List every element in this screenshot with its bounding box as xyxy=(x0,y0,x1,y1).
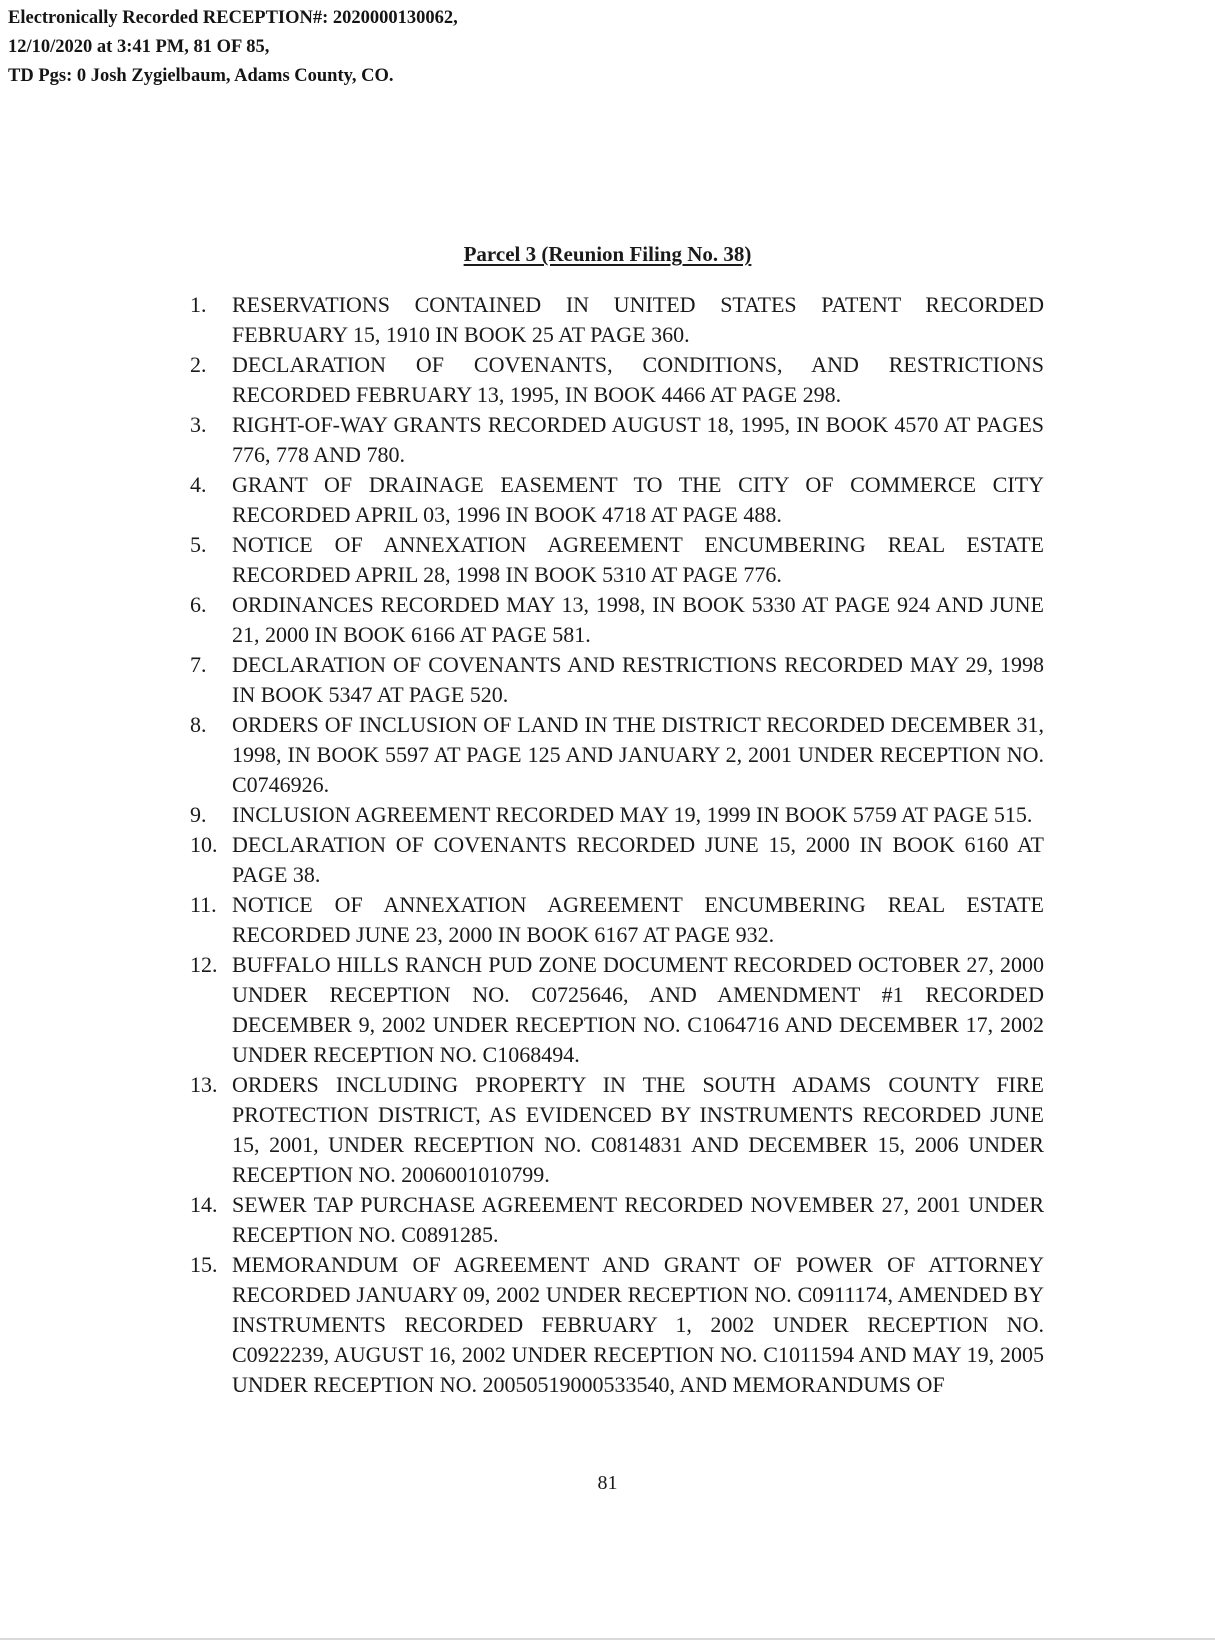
list-item xyxy=(190,890,1044,950)
list-item xyxy=(190,290,1044,350)
item-text: NOTICE OF ANNEXATION AGREEMENT ENCUMBERING REAL ESTATE RECORDED APRIL 28, 1998 IN BOOK 5310 AT PAGE 776. xyxy=(232,532,1044,587)
page-number: 81 xyxy=(597,1472,618,1494)
list-item xyxy=(190,1190,1044,1250)
item-text: GRANT OF DRAINAGE EASEMENT TO THE CITY OF COMMERCE CITY RECORDED APRIL 03, 1996 IN BOOK 4718 AT PAGE 488. xyxy=(232,472,1044,527)
list-item xyxy=(190,830,1044,890)
list-item xyxy=(190,530,1044,590)
item-text: RIGHT-OF-WAY GRANTS RECORDED AUGUST 18, 1995, IN BOOK 4570 AT PAGES 776, 778 AND 780. xyxy=(232,412,1044,467)
list-item xyxy=(190,350,1044,410)
list-item xyxy=(190,710,1044,800)
stamp-line-reception: Electronically Recorded RECEPTION#: 2020000130062, xyxy=(8,8,458,28)
item-number: 5. xyxy=(190,532,207,557)
item-number: 11. xyxy=(190,892,217,917)
item-text: ORDERS OF INCLUSION OF LAND IN THE DISTRICT RECORDED DECEMBER 31, 1998, IN BOOK 5597 AT PAGE 125 AND JANUARY 2, 2001 UNDER RECEPTION NO. C0746926. xyxy=(232,712,1044,797)
item-number: 10. xyxy=(190,832,218,857)
stamp-line-date: 12/10/2020 at 3:41 PM, 81 OF 85, xyxy=(8,37,270,57)
page-title: Parcel 3 (Reunion Filing No. 38) xyxy=(463,242,752,266)
item-text: RESERVATIONS CONTAINED IN UNITED STATES PATENT RECORDED FEBRUARY 15, 1910 IN BOOK 25 AT PAGE 360. xyxy=(232,292,1044,347)
item-text: BUFFALO HILLS RANCH PUD ZONE DOCUMENT RECORDED OCTOBER 27, 2000 UNDER RECEPTION NO. C0725646, AND AMENDMENT #1 RECORDED DECEMBER 9, 2002 UNDER RECEPTION NO. C1064716 AND DECEMBER 17, 2002 UNDER RECEPTION NO. C1068494. xyxy=(232,952,1044,1067)
item-text: NOTICE OF ANNEXATION AGREEMENT ENCUMBERING REAL ESTATE RECORDED JUNE 23, 2000 IN BOOK 6167 AT PAGE 932. xyxy=(232,892,1044,947)
item-text: DECLARATION OF COVENANTS AND RESTRICTIONS RECORDED MAY 29, 1998 IN BOOK 5347 AT PAGE 520. xyxy=(232,652,1044,707)
item-text: DECLARATION OF COVENANTS, CONDITIONS, AND RESTRICTIONS RECORDED FEBRUARY 13, 1995, IN BOOK 4466 AT PAGE 298. xyxy=(232,352,1044,407)
item-number: 12. xyxy=(190,952,218,977)
stamp-line-recorder: TD Pgs: 0 Josh Zygielbaum, Adams County, CO. xyxy=(8,66,394,86)
item-number: 4. xyxy=(190,472,207,497)
item-text: INCLUSION AGREEMENT RECORDED MAY 19, 1999 IN BOOK 5759 AT PAGE 515. xyxy=(232,802,1033,827)
item-number: 7. xyxy=(190,652,207,677)
item-text: ORDERS INCLUDING PROPERTY IN THE SOUTH ADAMS COUNTY FIRE PROTECTION DISTRICT, AS EVIDENCED BY INSTRUMENTS RECORDED JUNE 15, 2001, UNDER RECEPTION NO. C0814831 AND DECEMBER 15, 2006 UNDER RECEPTION NO. 2006001010799. xyxy=(232,1072,1044,1187)
list-item xyxy=(190,650,1044,710)
item-number: 14. xyxy=(190,1192,218,1217)
exceptions-list xyxy=(190,290,1044,1400)
item-number: 15. xyxy=(190,1252,218,1277)
item-number: 3. xyxy=(190,412,207,437)
item-number: 2. xyxy=(190,352,207,377)
list-item xyxy=(190,1250,1044,1400)
item-number: 9. xyxy=(190,802,207,827)
item-number: 6. xyxy=(190,592,207,617)
item-number: 1. xyxy=(190,292,207,317)
list-item xyxy=(190,410,1044,470)
list-item xyxy=(190,590,1044,650)
item-text: DECLARATION OF COVENANTS RECORDED JUNE 15, 2000 IN BOOK 6160 AT PAGE 38. xyxy=(232,832,1044,887)
item-text: SEWER TAP PURCHASE AGREEMENT RECORDED NOVEMBER 27, 2001 UNDER RECEPTION NO. C0891285. xyxy=(232,1192,1044,1247)
bottom-edge-divider xyxy=(0,1638,1215,1640)
item-number: 13. xyxy=(190,1072,218,1097)
item-text: ORDINANCES RECORDED MAY 13, 1998, IN BOOK 5330 AT PAGE 924 AND JUNE 21, 2000 IN BOOK 6166 AT PAGE 581. xyxy=(232,592,1044,647)
list-item xyxy=(190,1070,1044,1190)
recording-stamp xyxy=(8,4,458,91)
list-item xyxy=(190,950,1044,1070)
item-text: MEMORANDUM OF AGREEMENT AND GRANT OF POWER OF ATTORNEY RECORDED JANUARY 09, 2002 UNDER RECEPTION NO. C0911174, AMENDED BY INSTRUMENTS RECORDED FEBRUARY 1, 2002 UNDER RECEPTION NO. C0922239, AUGUST 16, 2002 UNDER RECEPTION NO. C1011594 AND MAY 19, 2005 UNDER RECEPTION NO. 20050519000533540, AND MEMORANDUMS OF xyxy=(232,1252,1044,1397)
item-number: 8. xyxy=(190,712,207,737)
list-item xyxy=(190,800,1044,830)
list-item xyxy=(190,470,1044,530)
